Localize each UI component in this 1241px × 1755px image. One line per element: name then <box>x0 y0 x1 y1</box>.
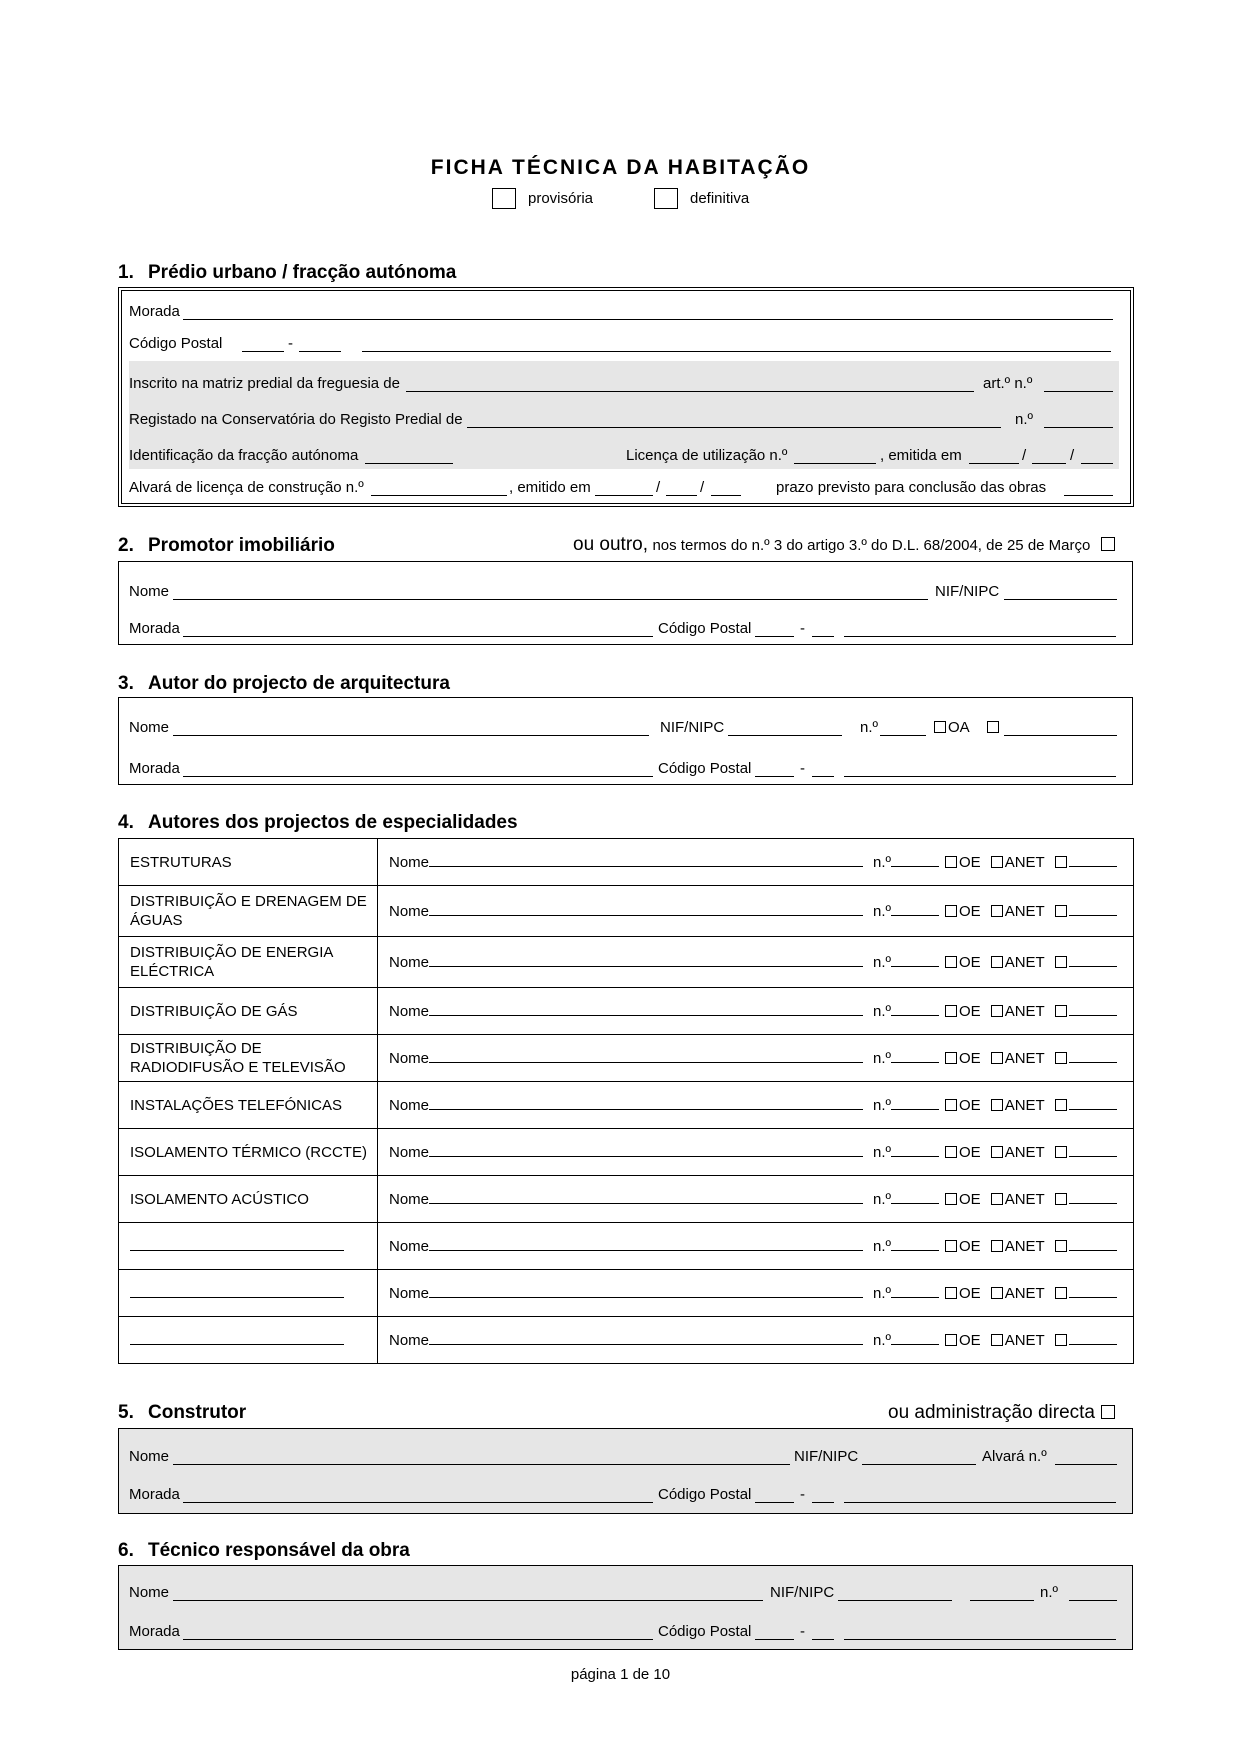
oe-label: OE <box>959 953 981 971</box>
emitida-dia-field[interactable] <box>969 463 1019 464</box>
nome-field[interactable] <box>429 1108 863 1110</box>
nome-field[interactable] <box>429 1296 863 1298</box>
anet-label: ANET <box>1004 1002 1045 1020</box>
especialidade-label <box>119 1035 378 1082</box>
especialidade-row <box>119 1035 1134 1082</box>
tecnico-morada-field[interactable] <box>183 1639 653 1640</box>
n-field[interactable] <box>891 1061 939 1063</box>
nome-field[interactable] <box>429 914 863 916</box>
construtor-alvara-label: Alvará n.º <box>982 1448 1047 1465</box>
anet-checkbox[interactable] <box>991 1052 1003 1064</box>
outro-checkbox[interactable] <box>1055 956 1067 968</box>
especialidade-fields <box>378 1129 1134 1176</box>
nome-field[interactable] <box>429 1014 863 1016</box>
dash: - <box>800 1623 805 1640</box>
especialidades-table <box>118 838 1134 1364</box>
nome-label: Nome <box>389 1049 430 1067</box>
n-field[interactable] <box>891 1249 939 1251</box>
n-label: n.º <box>873 853 892 871</box>
oe-checkbox[interactable] <box>945 1287 957 1299</box>
construtor-nome-label: Nome <box>129 1448 170 1465</box>
especialidade-label[interactable] <box>119 1317 378 1364</box>
codigo-postal-field-2[interactable] <box>299 351 341 352</box>
especialidade-custom-field[interactable] <box>130 1249 344 1251</box>
especialidade-name: DISTRIBUIÇÃO E DRENAGEM DE ÁGUAS <box>130 893 367 929</box>
arquitecto-morada-label: Morada <box>129 760 180 777</box>
licenca-field[interactable] <box>794 463 876 464</box>
anet-checkbox[interactable] <box>991 1240 1003 1252</box>
outro-checkbox[interactable] <box>1055 1193 1067 1205</box>
nome-label: Nome <box>389 853 430 871</box>
n-field[interactable] <box>891 1108 939 1110</box>
emitida-ano-field[interactable] <box>1081 463 1113 464</box>
anet-checkbox[interactable] <box>991 956 1003 968</box>
especialidade-label[interactable] <box>119 1223 378 1270</box>
n-label: n.º <box>873 1143 892 1161</box>
oe-label: OE <box>959 1190 981 1208</box>
especialidade-row <box>119 1082 1134 1129</box>
ou-outro: ou outro, nos termos do n.º 3 do artigo 3.º do D.L. 68/2004, de 25 de Março <box>573 534 1091 555</box>
anet-checkbox[interactable] <box>991 856 1003 868</box>
outro-checkbox[interactable] <box>1055 856 1067 868</box>
emitido-mes-field[interactable] <box>666 495 697 496</box>
tecnico-cp-label: Código Postal <box>658 1623 752 1640</box>
nome-label: Nome <box>389 1143 430 1161</box>
nome-field[interactable] <box>429 1249 863 1251</box>
n-field[interactable] <box>891 965 939 967</box>
arquitecto-nif-field[interactable] <box>728 735 842 736</box>
oe-checkbox[interactable] <box>945 905 957 917</box>
especialidade-name: DISTRIBUIÇÃO DE GÁS <box>130 1002 298 1020</box>
outro-field[interactable] <box>1004 735 1117 736</box>
outro-field[interactable] <box>1069 1108 1117 1110</box>
art-field[interactable] <box>1044 391 1113 392</box>
n-label: n.º <box>873 1284 892 1302</box>
especialidade-row <box>119 988 1134 1035</box>
matriz-label: Inscrito na matriz predial da freguesia de <box>129 375 400 392</box>
oe-label: OE <box>959 1049 981 1067</box>
prazo-label: prazo previsto para conclusão das obras <box>776 479 1047 496</box>
dash: - <box>288 335 293 352</box>
section-4-title: 4. Autores dos projectos de especialidades <box>118 812 518 833</box>
registo-n-field[interactable] <box>1044 427 1113 428</box>
anet-label: ANET <box>1004 1284 1045 1302</box>
oe-label: OE <box>959 853 981 871</box>
tecnico-morada-label: Morada <box>129 1623 180 1640</box>
outro-checkbox[interactable] <box>987 721 999 733</box>
nome-field[interactable] <box>429 1343 863 1345</box>
especialidade-custom-field[interactable] <box>130 1296 344 1298</box>
outro-field[interactable] <box>1069 1343 1117 1345</box>
identificacao-label: Identificação da fracção autónoma <box>129 447 359 464</box>
especialidade-label <box>119 937 378 988</box>
tecnico-ordem-field[interactable] <box>970 1600 1034 1601</box>
nome-field[interactable] <box>429 1061 863 1063</box>
emitido-dia-field[interactable] <box>595 495 653 496</box>
outro-field[interactable] <box>1069 865 1117 867</box>
especialidade-name: ESTRUTURAS <box>130 853 232 871</box>
promotor-cp-label: Código Postal <box>658 620 752 637</box>
promotor-morada-label: Morada <box>129 620 180 637</box>
oe-checkbox[interactable] <box>945 1334 957 1346</box>
anet-label: ANET <box>1004 1190 1045 1208</box>
oe-checkbox[interactable] <box>945 1005 957 1017</box>
arquitecto-nome-field[interactable] <box>173 735 649 736</box>
especialidade-fields <box>378 1176 1134 1223</box>
especialidade-name: ISOLAMENTO ACÚSTICO <box>130 1190 309 1208</box>
tecnico-cp-field-1[interactable] <box>755 1639 794 1640</box>
especialidade-name: INSTALAÇÕES TELEFÓNICAS <box>130 1096 342 1114</box>
oe-label: OE <box>959 902 981 920</box>
tecnico-localidade-field[interactable] <box>844 1639 1116 1640</box>
n-label: n.º <box>873 1002 892 1020</box>
construtor-cp-field-2[interactable] <box>812 1502 834 1503</box>
especialidade-row <box>119 886 1134 937</box>
tecnico-n-field[interactable] <box>1069 1600 1117 1601</box>
especialidade-label <box>119 1082 378 1129</box>
section-6-title: 6. Técnico responsável da obra <box>118 1540 410 1561</box>
nome-field[interactable] <box>429 965 863 967</box>
especialidade-label[interactable] <box>119 1270 378 1317</box>
arquitecto-nome-label: Nome <box>129 719 170 736</box>
codigo-postal-field-1[interactable] <box>242 351 284 352</box>
especialidade-row <box>119 937 1134 988</box>
oe-label: OE <box>959 1237 981 1255</box>
registo-label: Registado na Conservatória do Registo Predial de <box>129 411 463 428</box>
oe-checkbox[interactable] <box>945 856 957 868</box>
promotor-nif-field[interactable] <box>1004 599 1117 600</box>
especialidade-row <box>119 1317 1134 1364</box>
morada-label: Morada <box>129 303 180 320</box>
outro-field[interactable] <box>1069 914 1117 916</box>
especialidade-row <box>119 1129 1134 1176</box>
dash: - <box>800 1486 805 1503</box>
nome-label: Nome <box>389 953 430 971</box>
n-field[interactable] <box>891 914 939 916</box>
nome-label: Nome <box>389 902 430 920</box>
especialidade-label <box>119 1129 378 1176</box>
outro-checkbox[interactable] <box>1055 1052 1067 1064</box>
arquitecto-cp-field-2[interactable] <box>812 776 834 777</box>
nome-label: Nome <box>389 1331 430 1349</box>
anet-label: ANET <box>1004 1237 1045 1255</box>
emitida-mes-field[interactable] <box>1032 463 1066 464</box>
n-label: n.º <box>873 1049 892 1067</box>
anet-label: ANET <box>1004 1049 1045 1067</box>
n-label: n.º <box>873 1331 892 1349</box>
n-field[interactable] <box>891 1155 939 1157</box>
administracao-directa-checkbox[interactable] <box>1101 1405 1115 1419</box>
arquitecto-nif-label: NIF/NIPC <box>660 719 725 736</box>
n-label: n.º <box>873 953 892 971</box>
ou-outro-checkbox[interactable] <box>1101 537 1115 551</box>
n-field[interactable] <box>891 1202 939 1204</box>
tecnico-nif-field[interactable] <box>838 1600 952 1601</box>
n-label: n.º <box>873 1096 892 1114</box>
oe-label: OE <box>959 1284 981 1302</box>
arquitecto-localidade-field[interactable] <box>844 776 1116 777</box>
anet-label: ANET <box>1004 902 1045 920</box>
section-2-title: 2. Promotor imobiliário <box>118 535 335 556</box>
section-3-title: 3. Autor do projecto de arquitectura <box>118 673 450 694</box>
outro-field[interactable] <box>1069 1202 1117 1204</box>
construtor-nome-field[interactable] <box>173 1464 790 1465</box>
oe-label: OE <box>959 1143 981 1161</box>
art-label: art.º n.º <box>983 375 1033 392</box>
tecnico-n-label: n.º <box>1040 1584 1058 1601</box>
construtor-alvara-field[interactable] <box>1055 1464 1117 1465</box>
construtor-morada-label: Morada <box>129 1486 180 1503</box>
outro-checkbox[interactable] <box>1055 1240 1067 1252</box>
nome-field[interactable] <box>429 1155 863 1157</box>
especialidade-fields <box>378 937 1134 988</box>
anet-checkbox[interactable] <box>991 905 1003 917</box>
promotor-morada-field[interactable] <box>183 636 653 637</box>
page-number: página 1 de 10 <box>570 1666 671 1683</box>
especialidade-name: DISTRIBUIÇÃO DE RADIODIFUSÃO E TELEVISÃO <box>130 1040 346 1076</box>
nome-label: Nome <box>389 1190 430 1208</box>
especialidade-label <box>119 1176 378 1223</box>
codigo-postal-label: Código Postal <box>129 335 223 352</box>
section-2-box <box>118 561 1133 645</box>
especialidade-fields <box>378 886 1134 937</box>
nome-label: Nome <box>389 1096 430 1114</box>
construtor-nif-label: NIF/NIPC <box>794 1448 859 1465</box>
especialidade-label <box>119 886 378 937</box>
oa-checkbox[interactable] <box>934 721 946 733</box>
outro-checkbox[interactable] <box>1055 1005 1067 1017</box>
arquitecto-cp-field-1[interactable] <box>755 776 794 777</box>
n-field[interactable] <box>891 1014 939 1016</box>
anet-checkbox[interactable] <box>991 1287 1003 1299</box>
anet-label: ANET <box>1004 1331 1045 1349</box>
tecnico-nome-field[interactable] <box>173 1600 763 1601</box>
prazo-field[interactable] <box>1064 495 1113 496</box>
especialidade-fields <box>378 1223 1134 1270</box>
section-1-title: 1. Prédio urbano / fracção autónoma <box>118 262 457 283</box>
especialidade-row <box>119 1223 1134 1270</box>
outro-checkbox[interactable] <box>1055 905 1067 917</box>
especialidade-custom-field[interactable] <box>130 1343 344 1345</box>
arquitecto-n-field[interactable] <box>880 735 926 736</box>
promotor-nome-label: Nome <box>129 583 170 600</box>
definitiva-label: definitiva <box>690 190 750 207</box>
arquitecto-cp-label: Código Postal <box>658 760 752 777</box>
definitiva-checkbox[interactable] <box>654 188 678 209</box>
outro-field[interactable] <box>1069 1249 1117 1251</box>
especialidade-fields <box>378 1270 1134 1317</box>
administracao-directa-label: ou administração directa <box>888 1402 1095 1423</box>
arquitecto-morada-field[interactable] <box>183 776 653 777</box>
localidade-field[interactable] <box>362 351 1111 352</box>
oe-checkbox[interactable] <box>945 1052 957 1064</box>
oe-checkbox[interactable] <box>945 1240 957 1252</box>
oe-label: OE <box>959 1331 981 1349</box>
construtor-cp-label: Código Postal <box>658 1486 752 1503</box>
tecnico-nif-label: NIF/NIPC <box>770 1584 835 1601</box>
construtor-morada-field[interactable] <box>183 1502 653 1503</box>
especialidade-fields <box>378 839 1134 886</box>
tecnico-nome-label: Nome <box>129 1584 170 1601</box>
n-label: n.º <box>873 902 892 920</box>
anet-label: ANET <box>1004 1096 1045 1114</box>
construtor-nif-field[interactable] <box>862 1464 976 1465</box>
provisoria-checkbox[interactable] <box>492 188 516 209</box>
emitido-ano-field[interactable] <box>711 495 741 496</box>
oe-checkbox[interactable] <box>945 956 957 968</box>
promotor-cp-field-2[interactable] <box>812 636 834 637</box>
section-3-box <box>118 697 1133 785</box>
construtor-cp-field-1[interactable] <box>755 1502 794 1503</box>
dash: - <box>800 620 805 637</box>
promotor-nif-label: NIF/NIPC <box>935 583 1000 600</box>
alvara-field[interactable] <box>371 495 507 496</box>
anet-checkbox[interactable] <box>991 1099 1003 1111</box>
nome-field[interactable] <box>429 865 863 867</box>
freguesia-field[interactable] <box>406 391 974 392</box>
outro-field[interactable] <box>1069 1296 1117 1298</box>
n-field[interactable] <box>891 1343 939 1345</box>
especialidade-label <box>119 839 378 886</box>
outro-field[interactable] <box>1069 1155 1117 1157</box>
outro-option[interactable] <box>987 719 1001 736</box>
n-label: n.º <box>873 1237 892 1255</box>
especialidade-row <box>119 1176 1134 1223</box>
tecnico-cp-field-2[interactable] <box>812 1639 834 1640</box>
anet-label: ANET <box>1004 853 1045 871</box>
oe-label: OE <box>959 1096 981 1114</box>
outro-checkbox[interactable] <box>1055 1146 1067 1158</box>
dash: - <box>800 760 805 777</box>
especialidade-row <box>119 1270 1134 1317</box>
outro-field[interactable] <box>1069 965 1117 967</box>
anet-checkbox[interactable] <box>991 1005 1003 1017</box>
especialidade-name: ISOLAMENTO TÉRMICO (RCCTE) <box>130 1143 367 1161</box>
oe-label: OE <box>959 1002 981 1020</box>
section-5-title: 5. Construtor <box>118 1402 247 1423</box>
anet-label: ANET <box>1004 953 1045 971</box>
arquitecto-n-label: n.º <box>860 719 878 736</box>
especialidade-name: DISTRIBUIÇÃO DE ENERGIA ELÉCTRICA <box>130 944 333 980</box>
oe-checkbox[interactable] <box>945 1099 957 1111</box>
n-field[interactable] <box>891 1296 939 1298</box>
outro-checkbox[interactable] <box>1055 1334 1067 1346</box>
promotor-nome-field[interactable] <box>173 599 928 600</box>
especialidade-label <box>119 988 378 1035</box>
anet-label: ANET <box>1004 1143 1045 1161</box>
outro-checkbox[interactable] <box>1055 1287 1067 1299</box>
oa-option[interactable]: OA <box>934 719 970 736</box>
nome-label: Nome <box>389 1237 430 1255</box>
nome-field[interactable] <box>429 1202 863 1204</box>
morada-field[interactable] <box>183 319 1113 320</box>
promotor-cp-field-1[interactable] <box>755 636 794 637</box>
especialidade-row <box>119 839 1134 886</box>
especialidade-fields <box>378 1082 1134 1129</box>
oe-checkbox[interactable] <box>945 1193 957 1205</box>
document-title: FICHA TÉCNICA DA HABITAÇÃO <box>430 156 811 179</box>
construtor-localidade-field[interactable] <box>844 1502 1116 1503</box>
anet-checkbox[interactable] <box>991 1146 1003 1158</box>
especialidade-fields <box>378 1035 1134 1082</box>
registo-n-label: n.º <box>1015 411 1033 428</box>
anet-checkbox[interactable] <box>991 1193 1003 1205</box>
anet-checkbox[interactable] <box>991 1334 1003 1346</box>
alvara-label: Alvará de licença de construção n.º <box>129 479 364 496</box>
conservatoria-field[interactable] <box>467 427 1001 428</box>
outro-field[interactable] <box>1069 1014 1117 1016</box>
provisoria-label: provisória <box>528 190 594 207</box>
emitida-label: , emitida em <box>880 447 962 464</box>
especialidade-fields <box>378 988 1134 1035</box>
especialidade-fields <box>378 1317 1134 1364</box>
n-field[interactable] <box>891 865 939 867</box>
n-label: n.º <box>873 1190 892 1208</box>
nome-label: Nome <box>389 1284 430 1302</box>
outro-field[interactable] <box>1069 1061 1117 1063</box>
promotor-localidade-field[interactable] <box>844 636 1116 637</box>
oe-checkbox[interactable] <box>945 1146 957 1158</box>
nome-label: Nome <box>389 1002 430 1020</box>
identificacao-field[interactable] <box>365 463 453 464</box>
licenca-label: Licença de utilização n.º <box>626 447 788 464</box>
outro-checkbox[interactable] <box>1055 1099 1067 1111</box>
emitido-label: , emitido em <box>509 479 591 496</box>
section-6-box <box>118 1565 1133 1650</box>
